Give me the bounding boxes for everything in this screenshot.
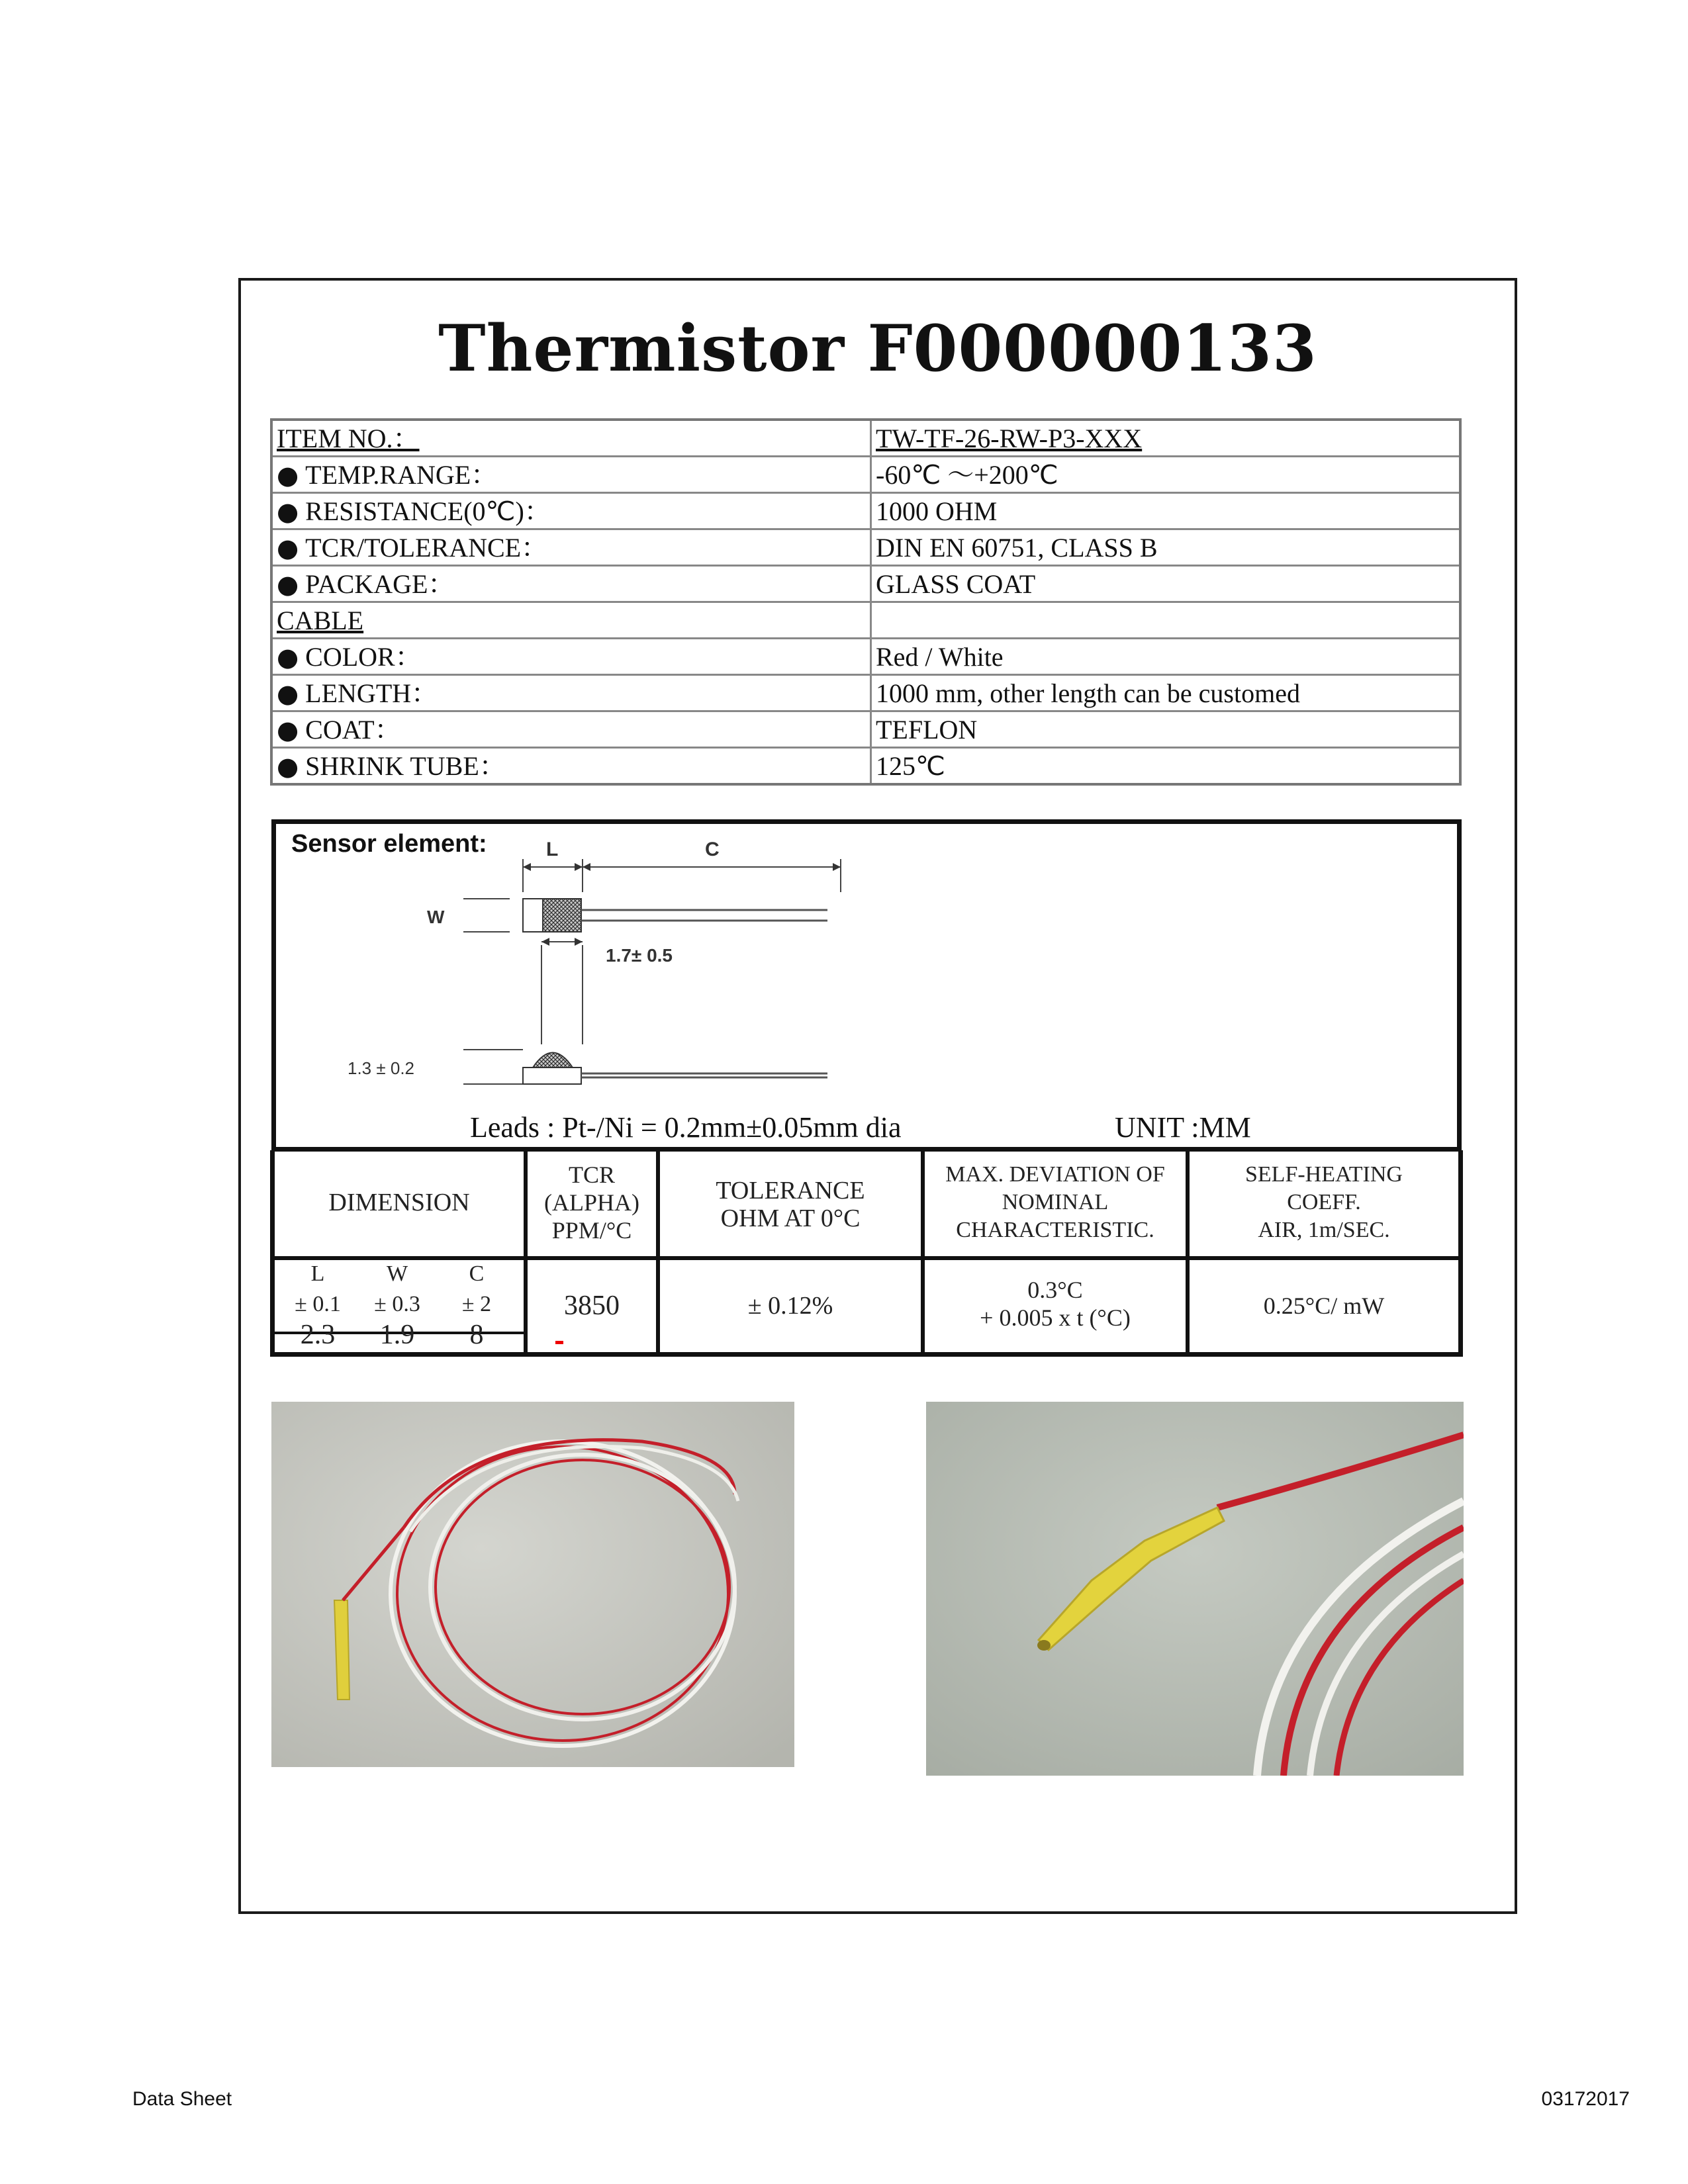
spec-value: GLASS COAT xyxy=(871,566,1461,602)
sensor-diagram xyxy=(271,819,1462,1150)
header-tcr-line: TCR xyxy=(568,1161,615,1188)
spec-label: TEMP.RANGE： xyxy=(305,460,498,490)
spec-row xyxy=(271,566,1460,602)
page-title: Thermistor F000000133 xyxy=(438,311,1317,386)
bullet-icon: ● xyxy=(277,643,299,672)
bullet-icon: ● xyxy=(277,497,299,526)
dimension-table xyxy=(270,1150,1463,1357)
header-tolerance-line: OHM AT 0°C xyxy=(720,1205,861,1232)
bullet-icon: ● xyxy=(277,461,299,490)
spec-row xyxy=(271,457,1460,493)
cable-photo-illustration xyxy=(271,1402,794,1767)
dim-C-value: 8 xyxy=(469,1320,484,1350)
header-tolerance-line: TOLERANCE xyxy=(716,1177,865,1205)
spec-label: SHRINK TUBE： xyxy=(305,751,506,781)
spec-row xyxy=(271,748,1460,785)
dim-L-head: L xyxy=(310,1261,325,1286)
header-self-heating-line: AIR, 1m/SEC. xyxy=(1258,1218,1390,1242)
spec-value: -60℃ ～+200℃ xyxy=(871,457,1461,493)
spec-label: COLOR： xyxy=(305,642,422,672)
unit-label: UNIT :MM xyxy=(1115,1111,1251,1144)
spec-table xyxy=(270,418,1462,786)
header-self-heating-line: SELF-HEATING xyxy=(1245,1162,1403,1187)
dim-W-tol: ± 0.3 xyxy=(374,1292,420,1316)
spec-label: PACKAGE： xyxy=(305,569,455,599)
spec-row-item xyxy=(271,420,1460,457)
dim-gap-label: 1.7± 0.5 xyxy=(606,945,673,966)
leads-spec: Leads : Pt-/Ni = 0.2mm±0.05mm dia xyxy=(470,1111,902,1144)
spec-row xyxy=(271,711,1460,748)
probe-photo-illustration xyxy=(926,1402,1464,1776)
sensor-side-view xyxy=(523,1053,827,1085)
spec-value: DIN EN 60751, CLASS B xyxy=(871,529,1461,566)
spec-row xyxy=(271,639,1460,675)
dim-L-tol: ± 0.1 xyxy=(295,1292,341,1316)
bullet-icon: ● xyxy=(277,570,299,599)
product-photo-left xyxy=(271,1402,794,1767)
header-deviation-line: NOMINAL xyxy=(1002,1190,1109,1214)
header-deviation-line: CHARACTERISTIC. xyxy=(956,1218,1154,1242)
header-max-deviation xyxy=(925,1161,1186,1244)
dim-W-head: W xyxy=(386,1261,408,1286)
spec-value: TEFLON xyxy=(871,711,1461,748)
red-mark xyxy=(555,1341,563,1344)
header-tcr-line: PPM/°C xyxy=(551,1217,632,1244)
spec-value: 125℃ xyxy=(871,748,1461,785)
cable-label: CABLE xyxy=(271,602,871,639)
item-label: ITEM NO.： xyxy=(271,420,871,457)
spec-label: RESISTANCE(0℃)： xyxy=(305,496,551,526)
dim-C-tol: ± 2 xyxy=(461,1292,492,1316)
cable-value-empty xyxy=(871,602,1461,639)
header-tcr-line: (ALPHA) xyxy=(544,1189,639,1216)
spec-value: 1000 OHM xyxy=(871,493,1461,529)
header-tcr xyxy=(528,1161,656,1244)
tcr-value: 3850 xyxy=(564,1291,620,1321)
spec-row xyxy=(271,493,1460,529)
footer-right: 03172017 xyxy=(1541,2088,1630,2110)
tolerance-value: ± 0.12% xyxy=(747,1292,833,1320)
header-dimension: DIMENSION xyxy=(328,1189,470,1216)
spec-row xyxy=(271,675,1460,711)
dim-L-value: 2.3 xyxy=(300,1320,336,1350)
deviation-line: + 0.005 x t (°C) xyxy=(980,1304,1131,1331)
spec-row xyxy=(271,529,1460,566)
product-photo-right xyxy=(926,1402,1464,1776)
header-self-heating xyxy=(1190,1161,1458,1244)
item-value: TW-TF-26-RW-P3-XXX xyxy=(871,420,1461,457)
spec-label: COAT： xyxy=(305,715,401,745)
dimension-lines xyxy=(463,859,841,1084)
footer-left: Data Sheet xyxy=(132,2088,232,2110)
dim-C-label: C xyxy=(705,839,720,860)
header-self-heating-line: COEFF. xyxy=(1287,1190,1361,1214)
bullet-icon: ● xyxy=(277,533,299,563)
dim-C-head: C xyxy=(469,1261,485,1286)
spec-label: LENGTH： xyxy=(305,678,438,708)
bullet-icon: ● xyxy=(277,679,299,708)
self-heating-value: 0.25°C/ mW xyxy=(1263,1293,1385,1319)
sensor-label: Sensor element: xyxy=(291,830,487,858)
dim-thickness-label: 1.3 ± 0.2 xyxy=(348,1058,415,1078)
spec-row-cable xyxy=(271,602,1460,639)
spec-label: TCR/TOLERANCE： xyxy=(305,533,548,563)
sensor-top-view xyxy=(523,899,827,932)
deviation-line: 0.3°C xyxy=(1027,1277,1083,1303)
bullet-icon: ● xyxy=(277,752,299,781)
bullet-icon: ● xyxy=(277,715,299,745)
header-tolerance xyxy=(660,1177,921,1232)
spec-value: 1000 mm, other length can be customed xyxy=(871,675,1461,711)
dim-L-label: L xyxy=(546,839,559,860)
spec-value: Red / White xyxy=(871,639,1461,675)
header-deviation-line: MAX. DEVIATION OF xyxy=(945,1162,1165,1187)
dim-W-label: W xyxy=(427,907,445,927)
dim-W-value: 1.9 xyxy=(379,1320,415,1350)
deviation-value xyxy=(925,1276,1186,1332)
